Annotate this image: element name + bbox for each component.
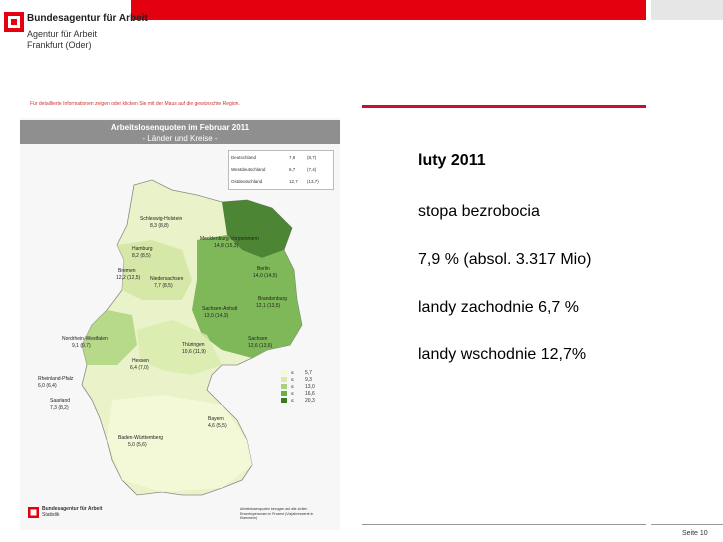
red-divider xyxy=(362,105,646,108)
label-hamburg: Hamburg xyxy=(132,246,153,252)
stats-name: Deutschland xyxy=(231,155,257,160)
stats-value: 12,7 xyxy=(289,179,298,184)
legend-item xyxy=(281,370,321,376)
map-footer-sub: Statistik xyxy=(42,512,60,518)
label-baden-wuerttemberg: Baden-Württemberg xyxy=(118,435,164,441)
label-niedersachsen: Niedersachsen xyxy=(150,276,184,282)
legend-swatch xyxy=(281,391,287,396)
header-gray-bar xyxy=(651,0,723,20)
map-footer-source xyxy=(42,506,102,518)
office-name xyxy=(27,29,97,51)
map-title: Arbeitslosenquoten im Februar 2011 xyxy=(110,123,250,132)
ba-statistik-logo-icon xyxy=(28,507,39,518)
legend-symbol: ≤ xyxy=(291,391,294,397)
slide-line-1: stopa bezrobocia xyxy=(418,203,540,220)
value-sachsen: 12,6 (13,6) xyxy=(248,343,273,349)
value-sachsen-anhalt: 13,0 (14,3) xyxy=(204,313,229,319)
germany-map[interactable] xyxy=(22,150,338,528)
value-baden-wuerttemberg: 5,0 (5,6) xyxy=(128,442,147,448)
value-niedersachsen: 7,7 (8,5) xyxy=(154,283,173,289)
value-mecklenburg-vorpommern: 14,8 (15,3) xyxy=(214,243,239,249)
value-berlin: 14,0 (14,5) xyxy=(253,273,278,279)
map-legend xyxy=(281,370,321,410)
stats-prev: (13,7) xyxy=(307,179,319,184)
legend-symbol: ≤ xyxy=(291,384,294,390)
map-title-banner xyxy=(20,120,340,144)
value-schleswig-holstein: 8,3 (8,8) xyxy=(150,223,169,229)
ba-logo-icon xyxy=(4,12,24,32)
stats-prev: (8,7) xyxy=(307,155,317,160)
label-brandenburg: Brandenburg xyxy=(258,296,287,302)
legend-value: 20,3 xyxy=(305,398,315,404)
slide-line-2: 7,9 % (absol. 3.317 Mio) xyxy=(418,251,592,268)
value-saarland: 7,3 (8,2) xyxy=(50,405,69,411)
map-note: Für detaillierte Informationen zeigen oder klicken Sie mit der Maus auf die gewünschte Region. xyxy=(30,101,240,107)
legend-swatch xyxy=(281,384,287,389)
office-line1: Agentur für Arbeit xyxy=(27,29,98,39)
label-bremen: Bremen xyxy=(118,268,136,274)
footer-divider xyxy=(362,524,646,525)
stats-name: Westdeutschland xyxy=(231,167,266,172)
label-mecklenburg-vorpommern: Mecklenburg-Vorpommern xyxy=(200,236,259,242)
label-nordrhein-westfalen: Nordrhein-Westfalen xyxy=(62,336,108,342)
value-hessen: 6,4 (7,0) xyxy=(130,365,149,371)
label-sachsen-anhalt: Sachsen-Anhalt xyxy=(202,306,238,312)
header-red-bar xyxy=(131,0,646,20)
label-schleswig-holstein: Schleswig-Holstein xyxy=(140,216,183,222)
legend-item xyxy=(281,377,321,383)
label-rheinland-pfalz: Rheinland-Pfalz xyxy=(38,376,74,382)
legend-symbol: ≤ xyxy=(291,370,294,376)
value-hamburg: 8,2 (8,5) xyxy=(132,253,151,259)
label-berlin: Berlin xyxy=(257,266,270,272)
label-sachsen: Sachsen xyxy=(248,336,268,342)
value-nordrhein-westfalen: 9,1 (9,7) xyxy=(72,343,91,349)
legend-symbol: ≤ xyxy=(291,398,294,404)
value-bayern: 4,6 (5,5) xyxy=(208,423,227,429)
value-thueringen: 10,6 (11,9) xyxy=(182,349,206,355)
map-subtitle: - Länder und Kreise - xyxy=(142,134,218,143)
legend-symbol: ≤ xyxy=(291,377,294,383)
value-brandenburg: 12,1 (13,5) xyxy=(256,303,281,309)
stats-prev: (7,4) xyxy=(307,167,317,172)
stats-value: 7,9 xyxy=(289,155,296,160)
stats-row xyxy=(231,179,331,189)
legend-value: 9,3 xyxy=(305,377,312,383)
legend-swatch xyxy=(281,398,287,403)
legend-value: 16,6 xyxy=(305,391,315,397)
org-name: Bundesagentur für Arbeit xyxy=(27,13,148,24)
stats-name: Ostdeutschland xyxy=(231,179,263,184)
slide-line-3: landy zachodnie 6,7 % xyxy=(418,299,579,316)
legend-swatch xyxy=(281,370,287,375)
summary-stats-box xyxy=(228,150,334,190)
footer-divider-right xyxy=(651,524,723,525)
legend-item xyxy=(281,398,321,404)
stats-row xyxy=(231,155,331,165)
legend-value: 13,0 xyxy=(305,384,315,390)
legend-item xyxy=(281,391,321,397)
stats-row xyxy=(231,167,331,177)
label-bayern: Bayern xyxy=(208,416,224,422)
value-rheinland-pfalz: 6,0 (6,4) xyxy=(38,383,57,389)
map-footer-note: Arbeitslosenquoten bezogen auf alle zivilen Erwerbspersonen in Prozent (Vorjahreswerte in Klammern) xyxy=(240,507,314,520)
slide-heading: luty 2011 xyxy=(418,152,486,169)
stats-value: 6,7 xyxy=(289,167,296,172)
label-thueringen: Thüringen xyxy=(182,342,205,348)
legend-item xyxy=(281,384,321,390)
label-saarland: Saarland xyxy=(50,398,71,404)
label-hessen: Hessen xyxy=(132,358,149,364)
page-number: Seite 10 xyxy=(682,530,708,537)
legend-value: 5,7 xyxy=(305,370,312,376)
value-bremen: 12,2 (12,5) xyxy=(116,275,141,281)
office-line2: Frankfurt (Oder) xyxy=(27,40,92,50)
legend-swatch xyxy=(281,377,287,382)
map-footer-org: Bundesagentur für Arbeit xyxy=(42,506,103,512)
slide-line-4: landy wschodnie 12,7% xyxy=(418,346,587,363)
